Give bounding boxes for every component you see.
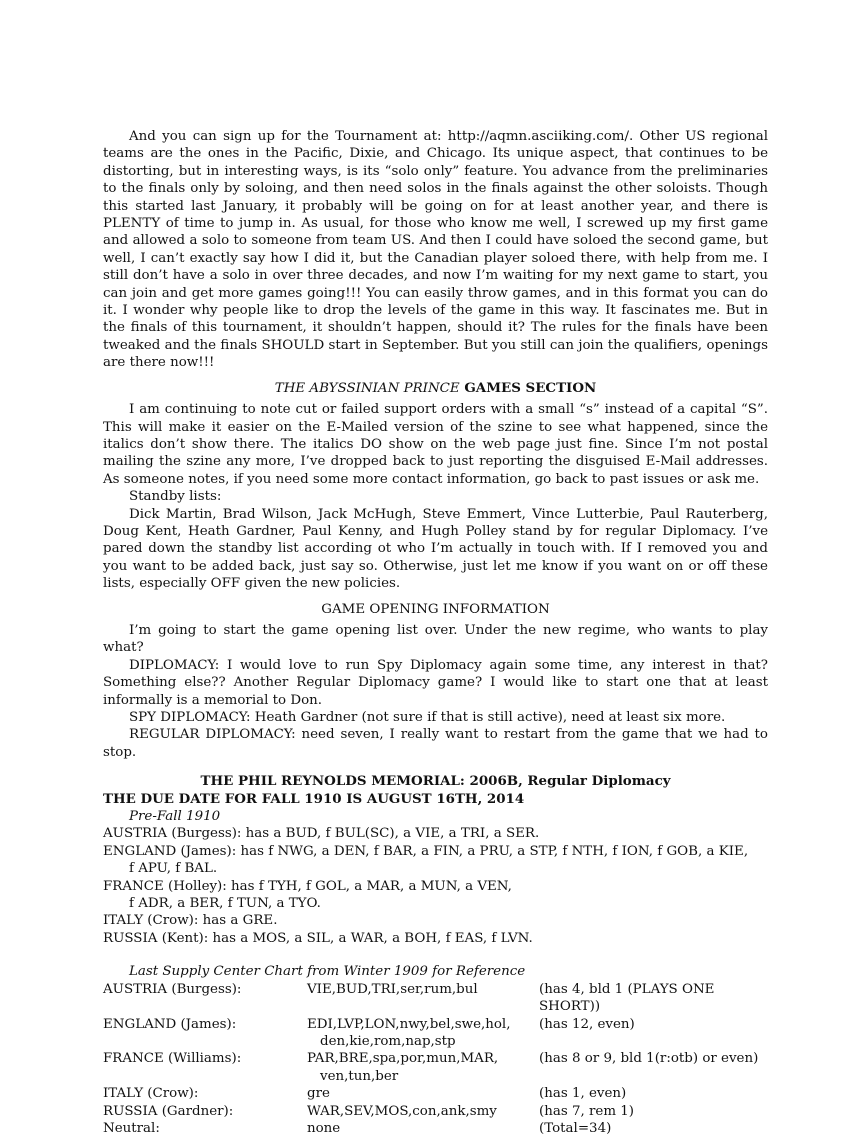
table-row: ITALY (Crow): gre (has 1, even) xyxy=(103,1086,627,1102)
unit-line: RUSSIA (Kent): has a MOS, a SIL, a WAR, a BOH, f EAS, f LVN. xyxy=(103,930,533,946)
opening-paragraph-1: I’m going to start the game opening list over. Under the new regime, who wants to play what? xyxy=(103,622,768,656)
game-header xyxy=(103,773,768,808)
opening-paragraph-3: SPY DIPLOMACY: Heath Gardner (not sure if that is still active), need at least six more. xyxy=(129,710,726,725)
games-section-label: GAMES SECTION xyxy=(459,379,597,396)
games-section-paragraph: I am continuing to note cut or failed support orders with a small “s” instead of a capital “S”. This will make it easier on the E-Mailed version of the szine to see what happened, since the italics don’t show there. The italics DO show on the web page just fine. Since I’m not postal mailing the szine any more, I’ve dropped back to just reporting the disguised E-Mail addresses. As someone notes, if you need some more contact information, go back to past issues or ask me. xyxy=(103,402,768,487)
standby-paragraph: Dick Martin, Brad Wilson, Jack McHugh, Steve Emmert, Vince Lutterbie, Paul Rauterberg, Doug Kent, Heath Gardner, Paul Kenny, and Hugh Polley stand by for regular Diplomacy. I’ve pared down the standby list according ot who I’m actually in touch with. If I removed you and you want to be added back, just say so. Otherwise, just let me know if you want on or off these lists, especially OFF given the new policies. xyxy=(103,506,768,592)
unit-line: ENGLAND (James): has f NWG, a DEN, f BAR, a FIN, a PRU, a STP, f NTH, f ION, f GOB, a KIE, xyxy=(103,843,749,859)
table-row: Neutral: none (Total=34) xyxy=(103,1120,612,1136)
document-page xyxy=(103,128,768,1137)
intro-paragraph: And you can sign up for the Tournament at: http://aqmn.asciiking.com/. Other US regional teams are the ones in the Pacific, Dixie, and Chicago. Its unique aspect, that continues to be distorting, but in interesting ways, is its “solo only” feature. You advance from the preliminaries to the finals only by soloing, and then need solos in the finals against the other soloists. Though this started last January, it probably will be going on for at least another year, and there is PLENTY of time to jump in. As usual, for those who know me well, I screwed up my first game and allowed a solo to someone from team US. And then I could have soloed the second game, but well, I can’t exactly say how I did it, but the Canadian player soloed there, with help from me. I still don’t have a solo in over three decades, and now I’m waiting for my next game to start, you can join and get more games going!!! You can easily throw games, and in this format you can do it. I wonder why people like to drop the levels of the game in this way. It fascinates me. But in the finals of this tournament, it shouldn’t happen, should it? The rules for the finals have been tweaked and the finals SHOULD start in September. But you still can join the qualifiers, openings are there now!!! xyxy=(103,129,768,371)
table-row: FRANCE (Williams): PAR,BRE,spa,por,mun,MAR, ven,tun,ber (has 8 or 9, bld 1(r:otb) or even) xyxy=(103,1051,759,1084)
unit-line: AUSTRIA (Burgess): has a BUD, f BUL(SC), a VIE, a TRI, a SER. xyxy=(103,826,540,842)
supply-center-table xyxy=(103,981,768,1137)
supply-chart-title: Last Supply Center Chart from Winter 1909 for Reference xyxy=(129,964,526,980)
zine-title: THE ABYSSINIAN PRINCE xyxy=(274,380,460,396)
standby-label: Standby lists: xyxy=(129,489,222,505)
opening-paragraph-4: REGULAR DIPLOMACY: need seven, I really want to restart from the game that we had to stop. xyxy=(103,727,768,760)
due-date: THE DUE DATE FOR FALL 1910 IS AUGUST 16TH, 2014 xyxy=(103,790,525,807)
unit-line-cont: f ADR, a BER, f TUN, a TYO. xyxy=(129,896,321,912)
prefall-label: Pre-Fall 1910 xyxy=(129,809,221,825)
unit-line: ITALY (Crow): has a GRE. xyxy=(103,913,278,929)
unit-line: FRANCE (Holley): has f TYH, f GOL, a MAR, a MUN, a VEN, xyxy=(103,878,512,894)
table-row: AUSTRIA (Burgess): VIE,BUD,TRI,ser,rum,bul (has 4, bld 1 (PLAYS ONE SHORT)) xyxy=(103,981,715,1015)
table-row: ENGLAND (James): EDI,LVP,LON,nwy,bel,swe,hol, den,kie,rom,nap,stp (has 12, even) xyxy=(103,1016,635,1049)
game-opening-heading: GAME OPENING INFORMATION xyxy=(321,601,550,617)
games-section-heading xyxy=(103,380,768,397)
opening-paragraph-2: DIPLOMACY: I would love to run Spy Diplomacy again some time, any interest in that? Something else?? Another Regular Diplomacy game? I would like to start one that at least informally is a memorial to Don. xyxy=(103,657,768,708)
game-title: THE PHIL REYNOLDS MEMORIAL: 2006B, Regular Diplomacy xyxy=(200,773,671,790)
unit-list xyxy=(103,825,768,947)
unit-line-cont: f APU, f BAL. xyxy=(129,861,218,877)
table-row: RUSSIA (Gardner): WAR,SEV,MOS,con,ank,smy (has 7, rem 1) xyxy=(103,1103,635,1119)
